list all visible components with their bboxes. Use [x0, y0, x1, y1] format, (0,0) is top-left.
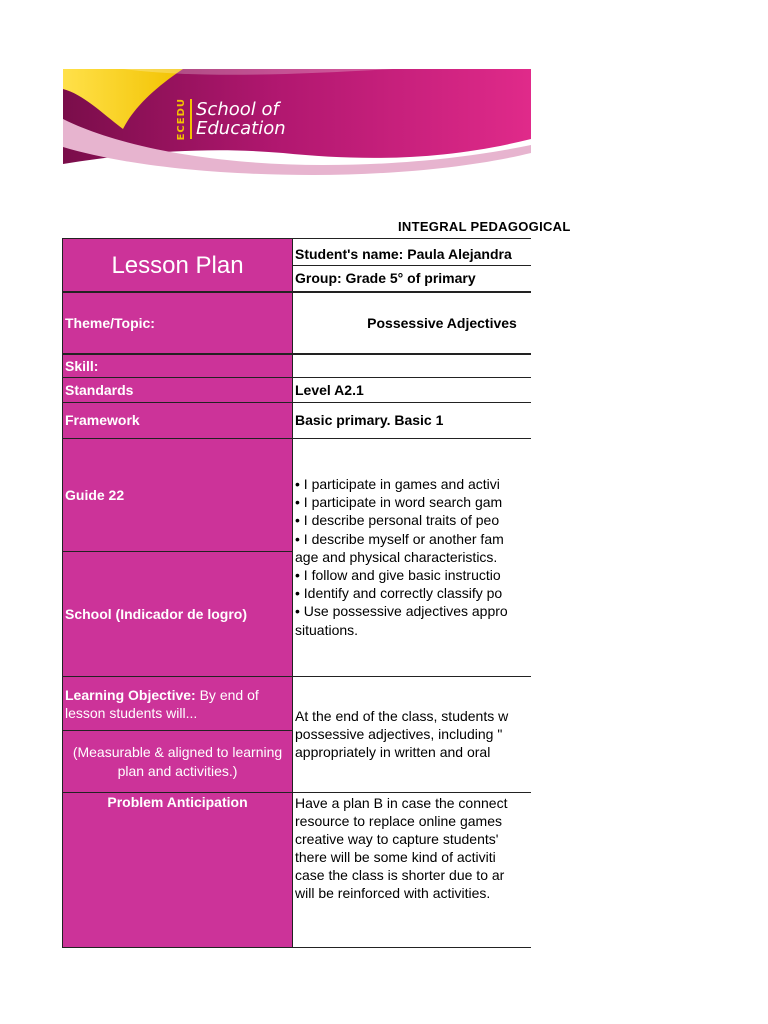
framework-value-cell [292, 402, 531, 439]
framework-value: Basic primary. Basic 1 [295, 412, 444, 428]
group-cell [292, 265, 531, 292]
guide-line: • I follow and give basic instructio [295, 567, 501, 584]
lesson-plan-heading-text: Lesson Plan [111, 251, 244, 279]
school-banner [63, 69, 531, 187]
school-indicator-label-cell [62, 551, 293, 677]
objective-note-cell [62, 730, 293, 793]
guide-line: • Use possessive adjectives appro [295, 603, 508, 620]
theme-label-cell [62, 292, 293, 354]
skill-label: Skill: [65, 357, 99, 374]
logo-divider [190, 99, 192, 139]
student-name-cell [292, 238, 531, 266]
group-text: Group: Grade 5° of primary [295, 270, 476, 286]
problem-line: case the class is shorter due to ar [295, 867, 505, 883]
school-logo [176, 98, 286, 140]
lesson-plan-heading [62, 238, 293, 292]
objective-label-cell [62, 676, 293, 731]
logo-line-1: School of [196, 99, 279, 121]
problem-label: Problem Anticipation [107, 794, 248, 810]
objective-line: appropriately in written and oral [295, 744, 491, 760]
guide-label: Guide 22 [65, 486, 125, 503]
guide-line: • I describe myself or another fam [295, 530, 504, 547]
student-name-text: Student's name: Paula Alejandra [295, 246, 512, 262]
school-indicator-label: School (Indicador de logro) [65, 605, 247, 622]
skill-value-cell [292, 354, 531, 378]
logo-line-2: Education [196, 118, 286, 140]
guide-line: situations. [295, 621, 359, 638]
logo-wordmark [196, 100, 286, 138]
problem-line: resource to replace online games [295, 813, 503, 829]
document-title: INTEGRAL PEDAGOGICAL [398, 219, 571, 234]
guide-line: age and physical characteristics. [295, 548, 498, 565]
guide-line: • I participate in games and activi [295, 476, 500, 492]
skill-label-cell [62, 354, 293, 378]
guide-indicators-cell [292, 438, 531, 677]
guide-line: • I describe personal traits of peo [295, 512, 500, 529]
guide-label-cell [62, 438, 293, 552]
theme-label: Theme/Topic: [65, 314, 155, 331]
logo-ecedu-text: ECEDU [176, 98, 187, 141]
framework-label-cell [62, 402, 293, 439]
objective-line: At the end of the class, students w [295, 708, 509, 724]
lesson-plan-viewport [62, 238, 531, 950]
guide-line: • I participate in word search gam [295, 494, 503, 511]
problem-line: Have a plan B in case the connect [295, 795, 508, 811]
problem-line: creative way to capture students' [295, 831, 499, 847]
problem-line: will be reinforced with activities. [295, 885, 491, 901]
objective-label-rest: By end of lesson students will... [65, 686, 259, 721]
objective-value-cell [292, 676, 531, 793]
objective-label-bold: Learning Objective: [65, 686, 196, 703]
problem-line: there will be some kind of activiti [295, 849, 496, 865]
guide-line: • Identify and correctly classify po [295, 585, 503, 602]
framework-label: Framework [65, 412, 140, 428]
objective-line: possessive adjectives, including " [295, 726, 503, 742]
standards-label: Standards [65, 381, 134, 398]
standards-value: Level A2.1 [295, 382, 364, 398]
objective-note: (Measurable & aligned to learning plan and activities.) [72, 743, 283, 779]
problem-value-cell [292, 792, 531, 948]
problem-label-cell [62, 792, 293, 948]
theme-value: Possessive Adjectives [367, 314, 517, 331]
standards-label-cell [62, 377, 293, 403]
banner-graphic [63, 69, 531, 187]
standards-value-cell [292, 377, 531, 403]
theme-value-cell [292, 292, 531, 354]
